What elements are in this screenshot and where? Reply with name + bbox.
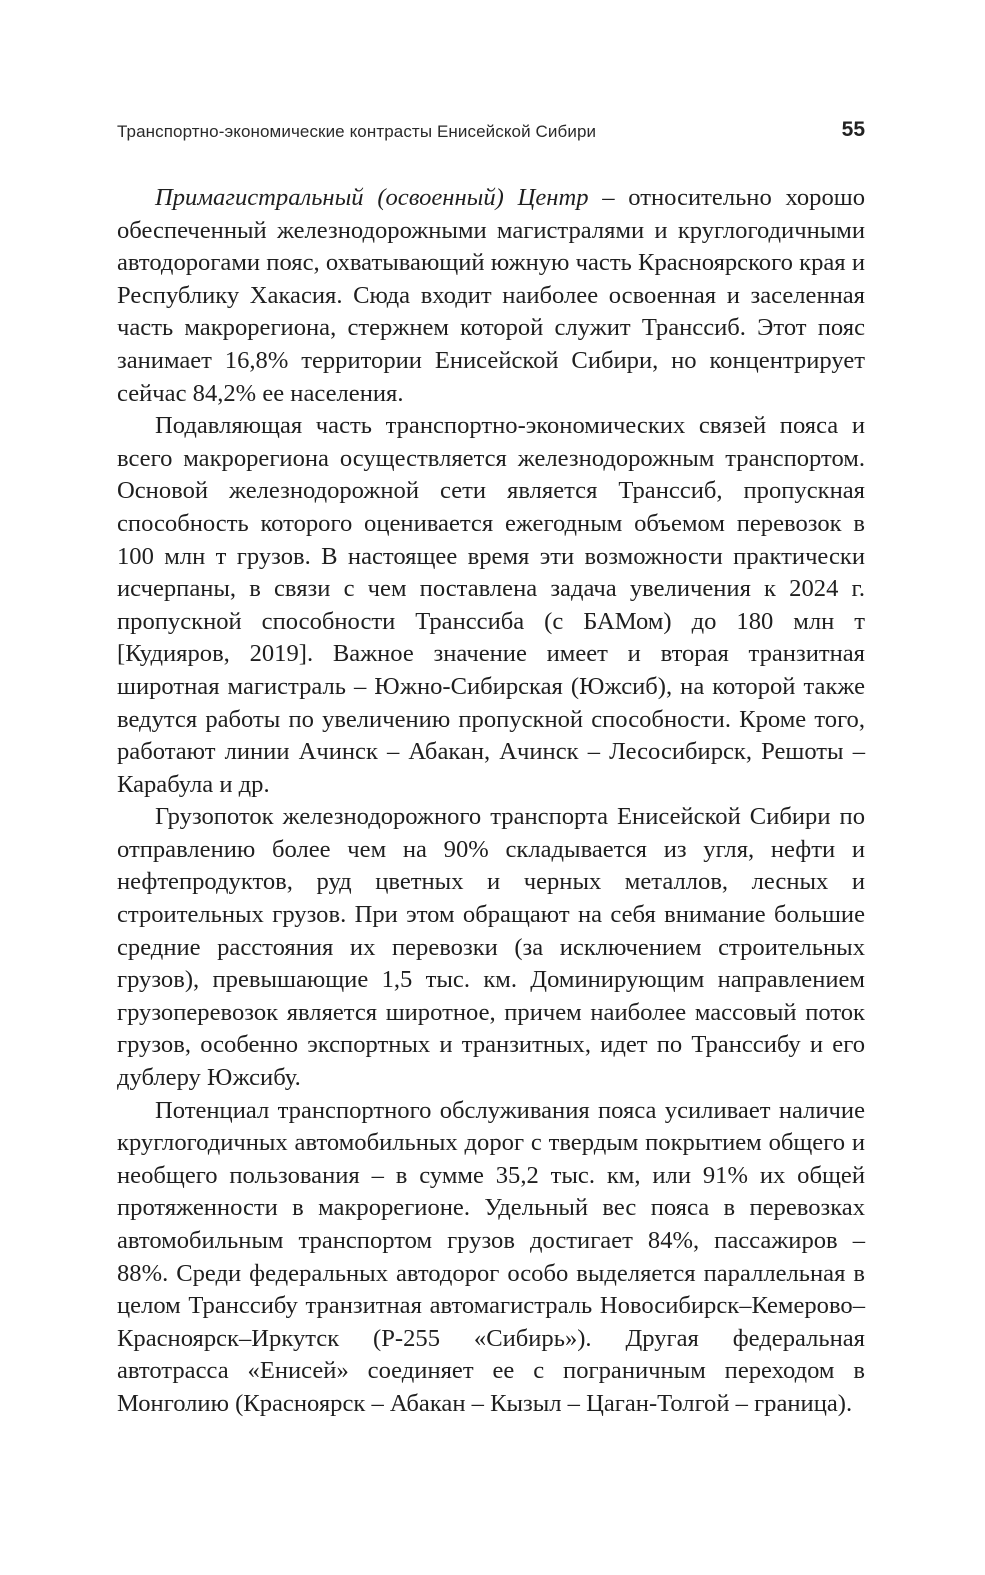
running-header	[117, 118, 865, 148]
paragraph-2: Подавляющая часть транспортно-экономических связей пояса и всего макрорегиона осуществляется железнодорожным транспортом. Основой железнодорожной сети является Транссиб, пропускная способность которого оценивается ежегодным объемом перевозок в 100 млн т грузов. В настоящее время эти возможности практически исчерпаны, в связи с чем поставлена задача увеличения к 2024 г. пропускной способности Транссиба (с БАМом) до 180 млн т [Кудияров, 2019]. Важное значение имеет и вторая транзитная широтная магистраль – Южно-Сибирская (Южсиб), на которой также ведутся работы по увеличению пропускной способности. Кроме того, работают линии Ачинск – Абакан, Ачинск – Лесосибирск, Решоты – Карабула и др.	[117, 412, 865, 798]
main-text	[117, 182, 865, 1421]
paragraph-1-text: – относительно хорошо обеспеченный железнодорожными магистралями и круглогодичными автодорогами пояс, охватывающий южную часть Красноярского края и Республику Хакасия. Сюда входит наиболее освоенная и заселенная часть макрорегиона, стержнем которой служит Транссиб. Этот пояс занимает 16,8% территории Енисейской Сибири, но концентрирует сейчас 84,2% ее населения.	[117, 184, 865, 407]
running-title: Транспортно-экономические контрасты Енисейской Сибири	[117, 122, 597, 141]
paragraph-1-lead-term: Примагистральный (освоенный) Центр	[155, 184, 589, 211]
paragraph-1	[117, 182, 865, 410]
page-number: 55	[841, 118, 865, 141]
paragraph-3: Грузопоток железнодорожного транспорта Енисейской Сибири по отправлению более чем на 90% складывается из угля, нефти и нефтепродуктов, руд цветных и черных металлов, лесных и строительных грузов. При этом обращают на себя внимание большие средние расстояния их перевозки (за исключением строительных грузов), превышающие 1,5 тыс. км. Доминирующим направлением грузоперевозок является широтное, причем наиболее массовый поток грузов, особенно экспортных и транзитных, идет по Транссибу и его дублеру Южсибу.	[117, 803, 865, 1092]
paragraph-4: Потенциал транспортного обслуживания пояса усиливает наличие круглогодичных автомобильных дорог с твердым покрытием общего и необщего пользования – в сумме 35,2 тыс. км, или 91% их общей протяженности в макрорегионе. Удельный вес пояса в перевозках автомобильным транспортом грузов достигает 84%, пассажиров – 88%. Среди федеральных автодорог особо выделяется параллельная в целом Транссибу транзитная автомагистраль Новосибирск–Кемерово–Красноярск–Иркутск (Р-255 «Сибирь»). Другая федеральная автотрасса «Енисей» соединяет ее с пограничным переходом в Монголию (Красноярск – Абакан – Кызыл – Цаган-Толгой – граница).	[117, 1096, 865, 1417]
